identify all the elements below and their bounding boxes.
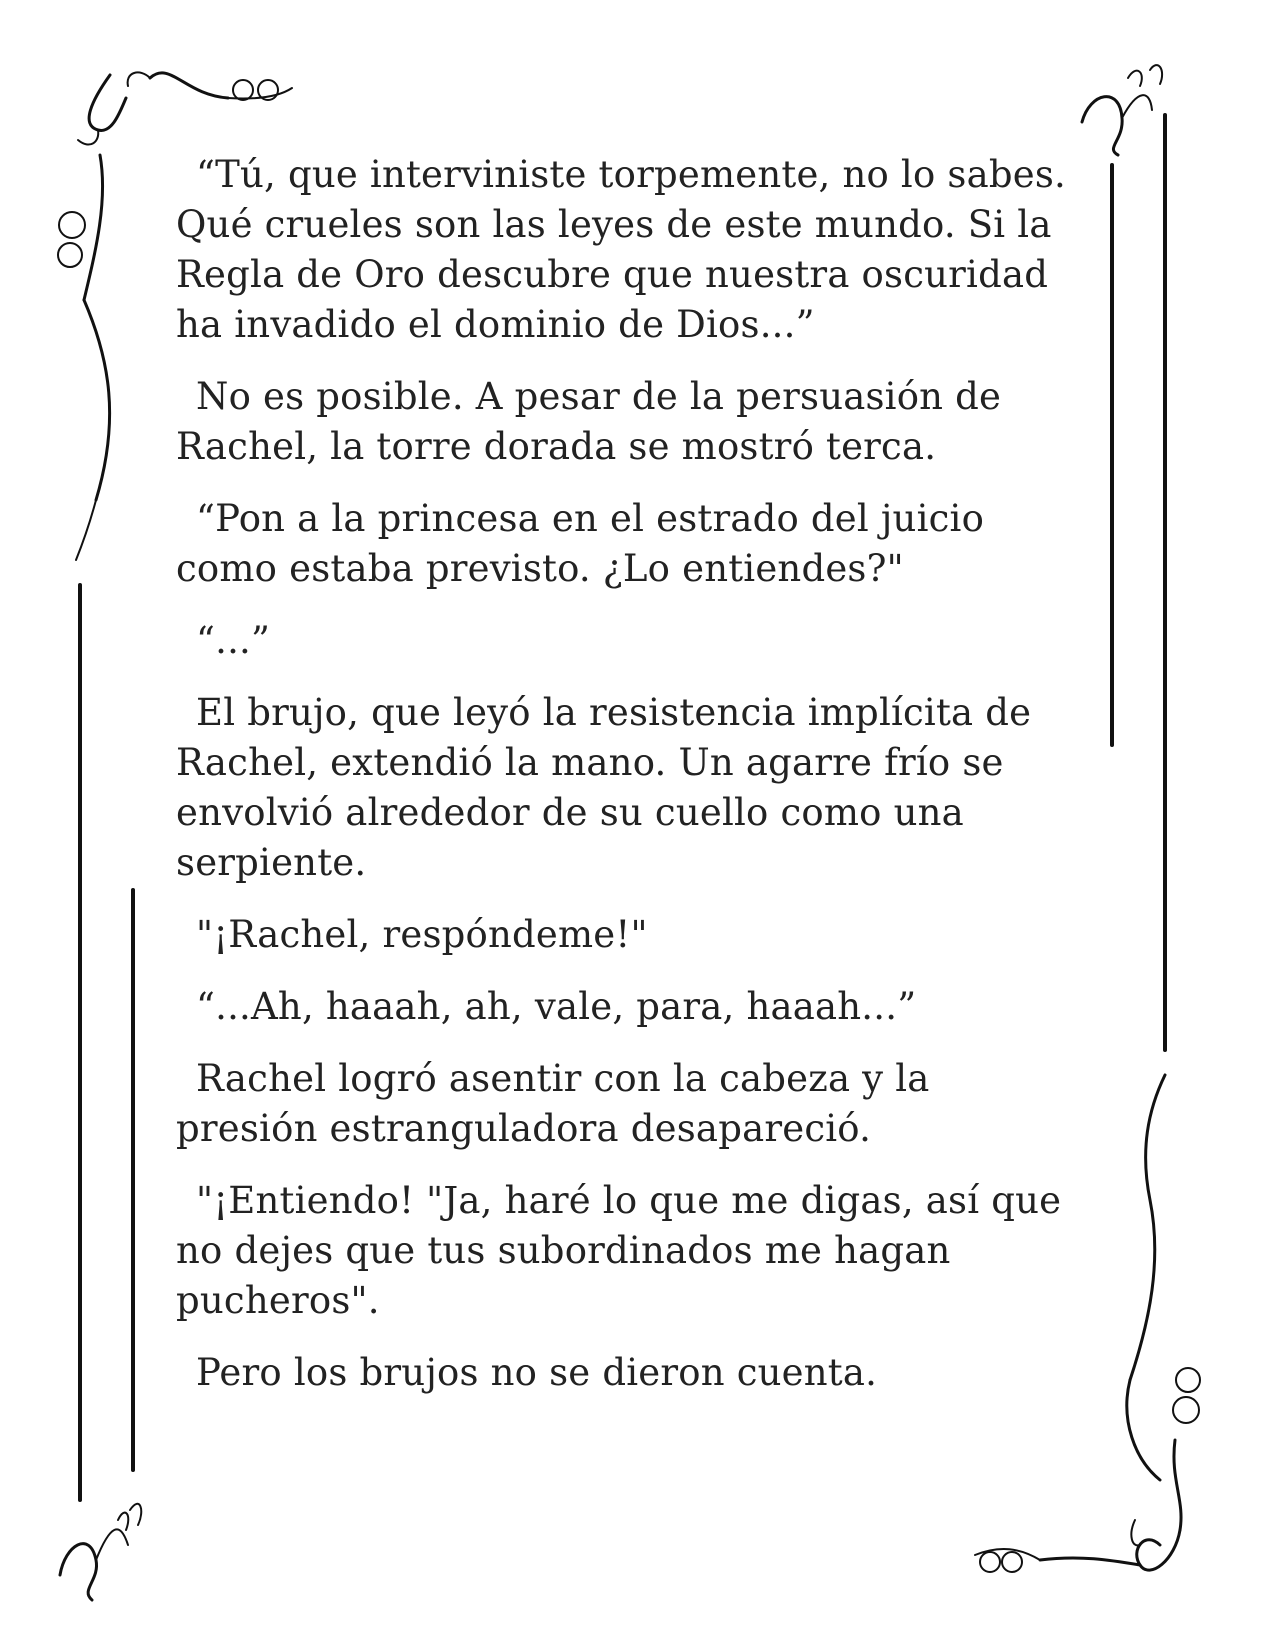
paragraph-2: No es posible. A pesar de la persuasión de Rachel, la torre dorada se mostró terca.	[176, 375, 1002, 468]
paragraph-1: “Tú, que interviniste torpemente, no lo sabes. Qué crueles son las leyes de este mundo. Si la Regla de Oro descubre que nuestra oscuridad ha invadido el dominio de Dios...”	[176, 153, 1066, 346]
bottom-left-flourish	[60, 1504, 141, 1600]
paragraph-9: "¡Entiendo! "Ja, haré lo que me digas, así que no dejes que tus subordinados me hagan pucheros".	[176, 1179, 1062, 1322]
paragraph-10: Pero los brujos no se dieron cuenta.	[196, 1351, 878, 1394]
paragraph-5: El brujo, que leyó la resistencia implícita de Rachel, extendió la mano. Un agarre frío se envolvió alrededor de su cuello como una serpiente.	[176, 691, 1032, 884]
paragraph-6: "¡Rachel, respóndeme!"	[196, 913, 648, 956]
top-right-flourish	[1082, 65, 1162, 155]
story-text	[176, 150, 1076, 1420]
paragraph-7: “...Ah, haaah, ah, vale, para, haaah...”	[196, 985, 917, 1028]
paragraph-8: Rachel logró asentir con la cabeza y la presión estranguladora desapareció.	[176, 1057, 930, 1150]
paragraph-4: “...”	[196, 619, 271, 662]
paragraph-3: “Pon a la princesa en el estrado del juicio como estaba previsto. ¿Lo entiendes?"	[176, 497, 985, 590]
